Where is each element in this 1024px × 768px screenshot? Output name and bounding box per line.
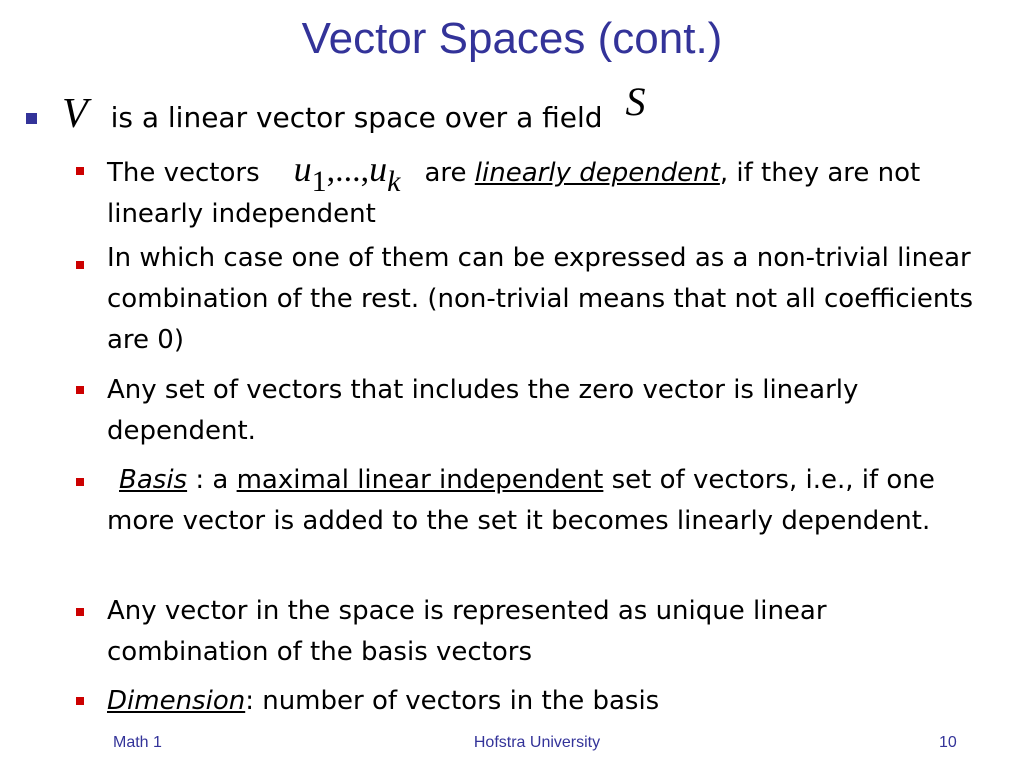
sub-bullet <box>76 478 84 486</box>
item-text: : number of vectors in the basis <box>245 686 660 716</box>
term-basis: Basis <box>119 465 188 495</box>
term-linearly-dependent: linearly dependent <box>474 158 720 188</box>
math-ellipsis: ,..., <box>326 152 370 189</box>
math-sub-1: 1 <box>311 165 327 198</box>
list-item-basis <box>107 460 987 542</box>
term-dimension: Dimension <box>107 686 246 716</box>
footer-page-number: 10 <box>939 734 957 751</box>
sub-bullet <box>76 261 84 269</box>
math-uk: u <box>369 149 388 189</box>
footer-left: Math 1 <box>113 734 162 751</box>
list-item-linearly-dependent <box>107 149 987 235</box>
math-s: S <box>625 79 646 124</box>
sub-bullet <box>76 386 84 394</box>
item-text: set of vectors, i.e., if one more vector is added to the set it becomes linearly dependent. <box>107 465 935 536</box>
main-text: is a linear vector space over a field <box>110 101 603 134</box>
slide-title: Vector Spaces (cont.) <box>301 14 723 63</box>
item-text: The vectors <box>107 158 260 188</box>
list-item-dimension <box>107 681 987 722</box>
main-point <box>62 79 646 138</box>
sub-bullet <box>76 167 84 175</box>
list-item: Any set of vectors that includes the zero vector is linearly dependent. <box>107 375 859 446</box>
list-item: Any vector in the space is represented as unique linear combination of the basis vectors <box>107 596 827 667</box>
math-u1: u <box>293 149 312 189</box>
item-text: are <box>424 158 467 188</box>
list-item: In which case one of them can be expressed as a non-trivial linear combination of the rest. (non-trivial means that not all coefficients are 0) <box>107 243 974 355</box>
item-text: , if they are not linearly independent <box>107 158 921 229</box>
item-text: : a <box>187 465 237 495</box>
sub-bullet <box>76 608 84 616</box>
main-bullet <box>26 113 37 124</box>
sub-bullet <box>76 697 84 705</box>
math-sub-k: k <box>387 165 401 198</box>
math-v: V <box>62 91 88 137</box>
footer-center: Hofstra University <box>473 734 601 751</box>
term-maximal-linear-independent: maximal linear independent <box>236 465 604 495</box>
